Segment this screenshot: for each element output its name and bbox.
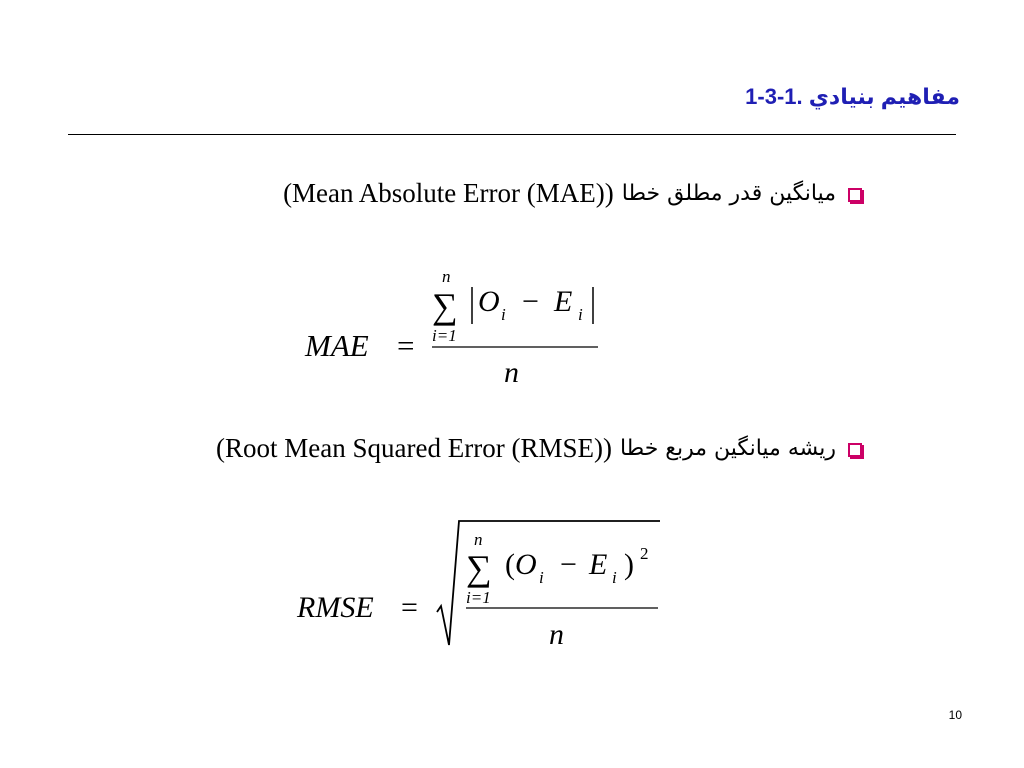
bullet-rmse-label-fa: ریشه میانگین مربع خطا (619, 436, 836, 461)
rmse-E-sub: i (612, 568, 617, 587)
mae-lhs: MAE (305, 328, 369, 363)
title-divider (68, 134, 956, 135)
rmse-equals: = (401, 591, 418, 624)
checkbox-bullet-icon (848, 443, 862, 457)
rmse-close-paren: ) (624, 548, 634, 581)
checkbox-bullet-icon (848, 188, 862, 202)
slide-title: 1-3-1. مفاهیم بنیادي (745, 84, 960, 109)
rmse-denominator: n (549, 618, 564, 651)
rmse-E: E (589, 548, 608, 581)
mae-equals: = (397, 328, 415, 363)
bullet-rmse (216, 433, 862, 464)
mae-sum-lower: i=1 (432, 326, 457, 345)
bullet-mae (283, 178, 862, 209)
bullet-rmse-label-en: (Root Mean Squared Error (RMSE)) (216, 433, 612, 463)
page-number: 10 (948, 708, 962, 722)
rmse-exponent: 2 (640, 544, 649, 563)
mae-sum-upper: n (442, 267, 451, 286)
mae-O: O (478, 285, 500, 318)
rmse-sum-lower: i=1 (466, 588, 491, 607)
rmse-lhs: RMSE (297, 591, 374, 624)
mae-sum-symbol: ∑ (432, 286, 458, 326)
mae-O-sub: i (501, 305, 506, 324)
rmse-O-sub: i (539, 568, 544, 587)
bullet-mae-label-fa: میانگین قدر مطلق خطا (621, 181, 836, 206)
rmse-sum-upper: n (474, 530, 483, 549)
mae-E: E (554, 285, 573, 318)
rmse-sum-symbol: ∑ (466, 548, 492, 588)
mae-denominator: n (504, 356, 519, 389)
mae-E-sub: i (578, 305, 583, 324)
mae-minus: − (522, 285, 539, 318)
rmse-minus: − (560, 548, 577, 581)
bullet-mae-label-en: (Mean Absolute Error (MAE)) (283, 178, 614, 208)
rmse-open-paren: ( (505, 548, 515, 581)
rmse-O: O (515, 548, 537, 581)
rmse-sqrt-sign (437, 521, 660, 645)
